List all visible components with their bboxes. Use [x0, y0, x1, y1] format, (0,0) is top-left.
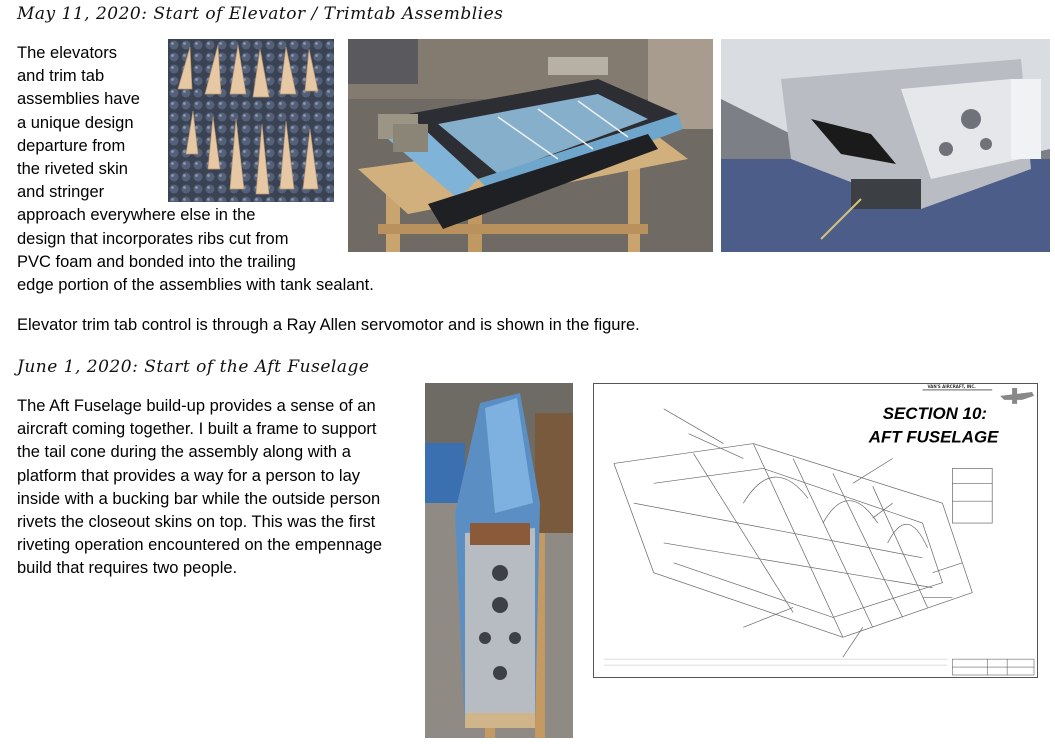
elevator-workbench-photo	[348, 39, 713, 252]
aircraft-silhouette-icon	[1000, 388, 1034, 404]
text-line: The Aft Fuselage build-up provides a sense of an	[17, 397, 376, 415]
drawing-company: VAN'S AIRCRAFT, INC.	[927, 384, 976, 389]
text-line: assemblies have	[17, 90, 140, 109]
text-line: edge portion of the assemblies with tank sealant.	[17, 276, 374, 295]
text-line: and stringer	[17, 183, 105, 202]
text-line: PVC foam and bonded into the trailing	[17, 252, 296, 271]
trim-tab-paragraph: Elevator trim tab control is through a Ray Allen servomotor and is shown in the figure.	[17, 316, 640, 334]
section2-heading: June 1, 2020: Start of the Aft Fuselage	[17, 357, 370, 377]
text-line: inside with a bucking bar while the outside person	[17, 489, 381, 508]
drawing-title-line2: AFT FUSELAGE	[868, 427, 999, 447]
section1-heading: May 11, 2020: Start of Elevator / Trimtab Assemblies	[17, 4, 504, 24]
section2-paragraph	[17, 395, 417, 581]
trim-servo-photo	[721, 39, 1050, 252]
text-line: aircraft coming together. I built a frame to support	[17, 420, 377, 439]
text-line: approach everywhere else in the	[17, 206, 256, 225]
drawing-title-line1: SECTION 10:	[882, 403, 988, 423]
text-line: and trim tab	[17, 67, 105, 86]
text-line: a unique design	[17, 113, 134, 132]
text-line: the riveted skin	[17, 160, 128, 179]
text-line: the tail cone during the assembly along with a	[17, 443, 351, 462]
text-line: platform that provides a way for a person to lay	[17, 466, 361, 485]
text-line: rivets the closeout skins on top. This was the first	[17, 513, 376, 532]
foam-ribs-photo	[168, 39, 334, 202]
text-line: The elevators	[17, 44, 117, 62]
aft-fuselage-drawing	[593, 383, 1038, 678]
text-line: build that requires two people.	[17, 559, 238, 578]
tail-cone-photo	[425, 383, 573, 738]
text-line: design that incorporates ribs cut from	[17, 229, 289, 248]
text-line: departure from	[17, 136, 126, 155]
text-line: riveting operation encountered on the empennage	[17, 536, 383, 555]
